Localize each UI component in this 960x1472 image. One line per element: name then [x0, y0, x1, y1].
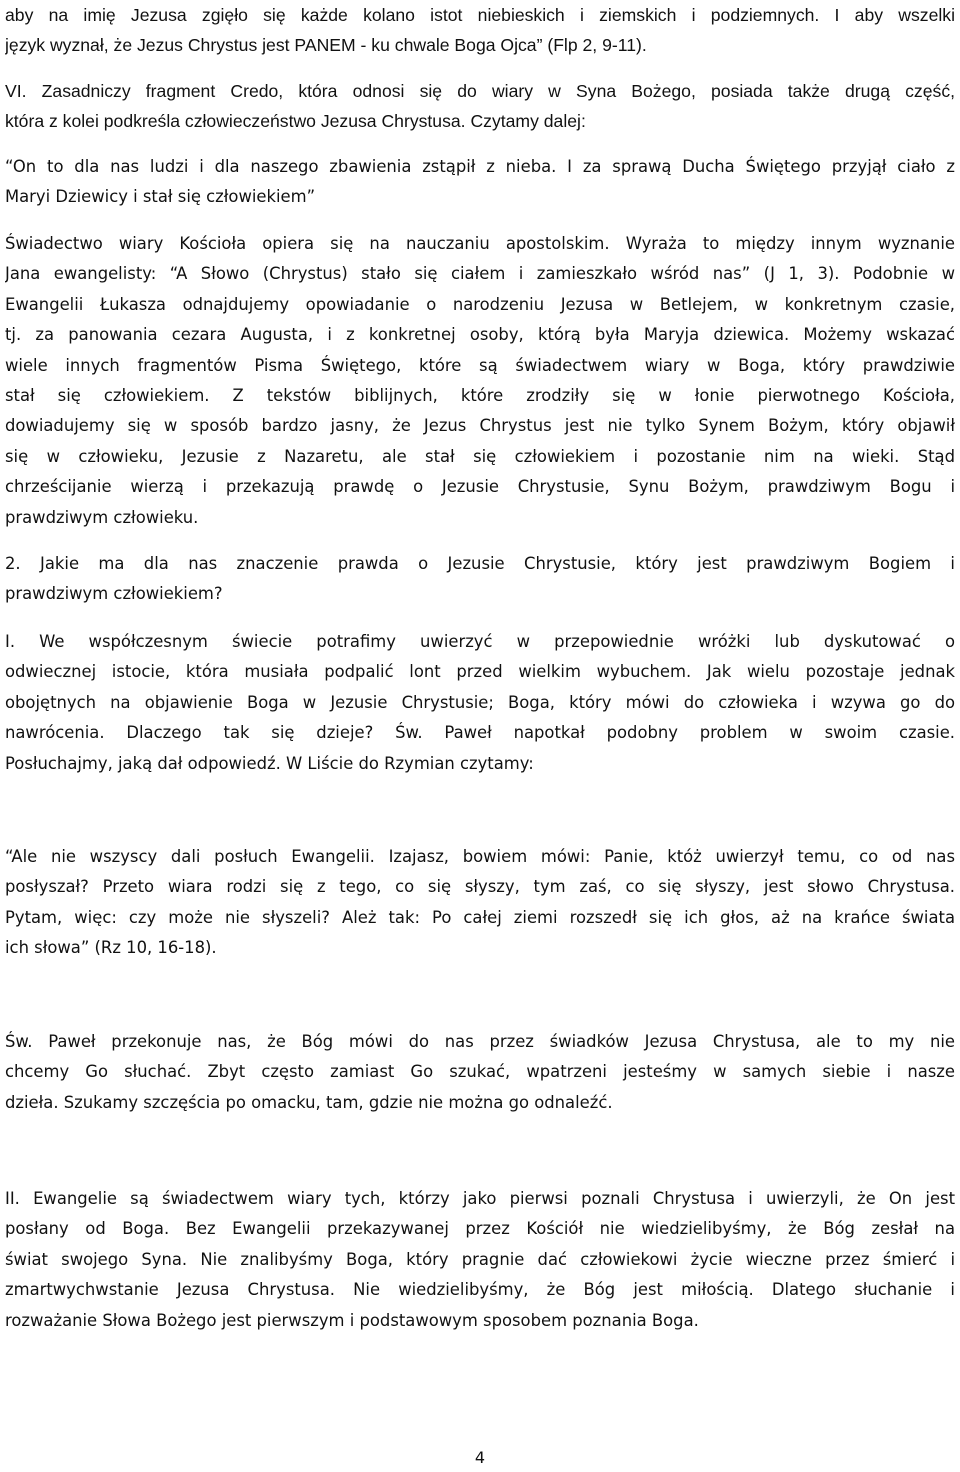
paragraph-st-paul: [5, 1027, 955, 1118]
text-line: dzieła. Szukamy szczęścia po omacku, tam, gdzie nie można go odnaleźć.: [5, 1092, 613, 1112]
page-number: 4: [474, 1448, 486, 1467]
text-line: dowiadujemy się w sposób bardzo jasny, że Jezus Chrystus jest nie tylko Synem Bożym, który objawił: [5, 416, 955, 436]
text-line: Maryi Dziewicy i stał się człowiekiem”: [5, 187, 316, 207]
text-line: obojętnych na objawienie Boga w Jezusie Chrystusie; Boga, który mówi do człowieka i wzywa go do: [5, 692, 955, 712]
text-line: która z kolei podkreśla człowieczeństwo Jezusa Chrystusa. Czytamy dalej:: [5, 111, 586, 132]
text-line: zmartwychwstanie Jezusa Chrystusa. Nie wiedzielibyśmy, że Bóg jest miłością. Dlatego słuchanie i: [5, 1280, 955, 1300]
text-line: I. We współczesnym świecie potrafimy uwierzyć w przepowiednie wróżki lub dyskutować o: [5, 632, 955, 651]
text-line: 2. Jakie ma dla nas znaczenie prawda o Jezusie Chrystusie, który jest prawdziwym Bogiem i: [5, 554, 955, 573]
paragraph-question-2: [5, 549, 955, 610]
text-line: “Ale nie wszyscy dali posłuch Ewangelii. Izajasz, bowiem mówi: Panie, któż uwierzył temu, co od nas: [5, 847, 955, 866]
text-line: aby na imię Jezusa zgięło się każde kolano istot niebieskich i ziemskich i podziemnych. I aby wszelki: [5, 5, 955, 25]
text-line: język wyznał, że Jezus Chrystus jest PANEM - ku chwale Boga Ojca” (Flp 2, 9-11).: [5, 35, 647, 56]
text-line: prawdziwym człowiekiem?: [5, 584, 223, 604]
text-line: wiele innych fragmentów Pisma Świętego, które są świadectwem wiary w Boga, który prawdziwie: [5, 355, 955, 375]
text-line: świat swojego Syna. Nie znalibyśmy Boga, który pragnie dać człowiekowi życie wieczne przez śmierć i: [5, 1249, 955, 1269]
paragraph-section-ii: [5, 1184, 955, 1336]
text-line: odwiecznej istocie, która musiała podpalić lont przed wielkim wybuchem. Jak wielu pozostaje jednak: [5, 662, 955, 682]
text-line: prawdziwym człowieku.: [5, 507, 199, 527]
text-line: Ewangelii Łukasza odnajdujemy opowiadanie o narodzeniu Jezusa w Betlejem, w konkretnym czasie,: [5, 294, 955, 314]
text-line: Pytam, więc: czy może nie słyszeli? Ależ tak: Po całej ziemi rozszedł się ich głos, aż na krańce świata: [5, 907, 955, 927]
paragraph-romans-quote: [5, 842, 955, 964]
text-line: Jana ewangelisty: “A Słowo (Chrystus) stało się ciałem i zamieszkało wśród nas” (J 1, 3). Podobnie w: [5, 264, 955, 284]
text-line: Posłuchajmy, jaką dał odpowiedź. W Liście do Rzymian czytamy:: [5, 753, 534, 773]
paragraph-credo-quote: [5, 152, 955, 213]
text-line: “On to dla nas ludzi i dla naszego zbawienia zstąpił z nieba. I za sprawą Ducha Świętego przyjął ciało z: [5, 157, 955, 176]
text-line: się w człowieku, Jezusie z Nazaretu, ale stał się człowiekiem i pozostanie nim na wieki. Stąd: [5, 446, 955, 466]
text-line: posłany od Boga. Bez Ewangelii przekazywanej przez Kościół nie wiedzielibyśmy, że Bóg zesłał na: [5, 1219, 955, 1239]
text-line: stał się człowiekiem. Z tekstów biblijnych, które zrodziły się w łonie pierwotnego Kościoła,: [5, 385, 955, 405]
paragraph-flp-quote-end: [5, 0, 955, 61]
document-page: [5, 0, 955, 1472]
text-line: II. Ewangelie są świadectwem wiary tych, którzy jako pierwsi poznali Chrystusa i uwierzyli, że On jest: [5, 1189, 955, 1208]
paragraph-apostolic-witness: [5, 229, 955, 533]
text-line: Świadectwo wiary Kościoła opiera się na nauczaniu apostolskim. Wyraża to między innym wyznanie: [5, 234, 955, 253]
text-line: Św. Paweł przekonuje nas, że Bóg mówi do nas przez świadków Jezusa Chrystusa, ale to my nie: [5, 1032, 955, 1051]
text-line: chcemy Go słuchać. Zbyt często zamiast Go szukać, wpatrzeni jesteśmy w samych siebie i nasze: [5, 1062, 955, 1082]
paragraph-section-vi: [5, 76, 955, 137]
text-line: chrześcijanie wierzą i przekazują prawdę o Jezusie Chrystusie, Synu Bożym, prawdziwym Bogu i: [5, 477, 955, 497]
text-line: posłyszał? Przeto wiara rodzi się z tego, co się słyszy, tym zaś, co się słyszy, jest słowo Chrystusa.: [5, 877, 955, 897]
text-line: ich słowa” (Rz 10, 16-18).: [5, 938, 217, 958]
text-line: VI. Zasadniczy fragment Credo, która odnosi się do wiary w Syna Bożego, posiada także drugą część,: [5, 81, 955, 101]
text-line: tj. za panowania cezara Augusta, i z konkretnej osoby, którą była Maryja dziewica. Możemy wskazać: [5, 325, 955, 345]
text-line: nawrócenia. Dlaczego tak się dzieje? Św. Paweł napotkał podobny problem w swoim czasie.: [5, 723, 955, 743]
paragraph-section-i: [5, 627, 955, 779]
text-line: rozważanie Słowa Bożego jest pierwszym i podstawowym sposobem poznania Boga.: [5, 1310, 699, 1330]
